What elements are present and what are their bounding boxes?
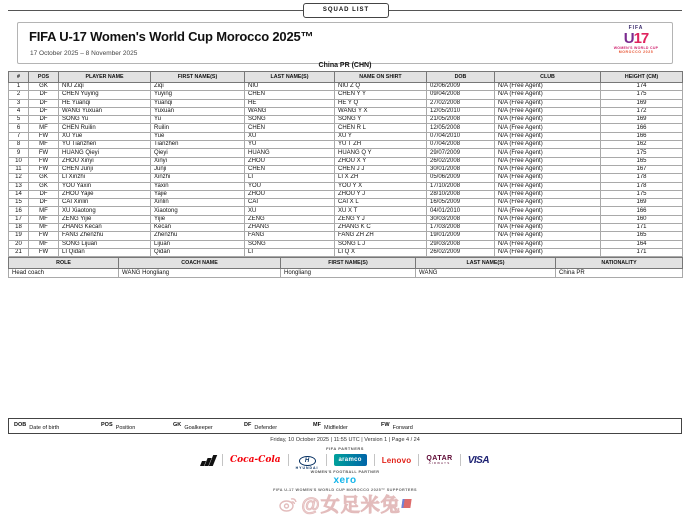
table-cell: 160	[601, 215, 683, 223]
legend-item-mf: MF Midfielder	[313, 422, 348, 431]
table-cell: N/A (Free Agent)	[495, 232, 601, 240]
legend-item-dob: DOB Date of birth	[14, 422, 60, 431]
table-cell: 164	[601, 240, 683, 248]
table-cell: CHEN R L	[335, 124, 427, 132]
table-cell: Tianzhen	[151, 141, 245, 149]
table-cell: Yijie	[151, 215, 245, 223]
table-cell: SONG Y	[335, 116, 427, 124]
table-cell: Xinzhi	[151, 174, 245, 182]
table-cell: 162	[601, 141, 683, 149]
table-cell: 175	[601, 149, 683, 157]
table-cell: HE Yuanqi	[59, 99, 151, 107]
table-cell: LI X ZH	[335, 174, 427, 182]
legend-item-gk: GK Goalkeeper	[173, 422, 213, 431]
table-cell: 17/03/2008	[427, 224, 495, 232]
table-cell: Head coach	[9, 269, 119, 278]
column-header: LAST NAME(S)	[416, 258, 556, 269]
table-cell: Ziqi	[151, 83, 245, 91]
column-header: PLAYER NAME	[59, 72, 151, 83]
table-cell: 1	[9, 83, 29, 91]
table-cell: 3	[9, 99, 29, 107]
table-row	[9, 91, 683, 99]
table-row	[9, 107, 683, 115]
table-cell: 169	[601, 116, 683, 124]
table-cell: 20	[9, 240, 29, 248]
table-cell: SONG	[245, 116, 335, 124]
table-row	[9, 132, 683, 140]
table-row	[9, 99, 683, 107]
table-cell: GK	[29, 83, 59, 91]
table-cell: 19	[9, 232, 29, 240]
table-cell: N/A (Free Agent)	[495, 116, 601, 124]
table-cell: FW	[29, 248, 59, 256]
table-row	[9, 124, 683, 132]
table-cell: ZHOU Y J	[335, 190, 427, 198]
table-row	[9, 149, 683, 157]
table-cell: FANG ZH ZH	[335, 232, 427, 240]
sponsor-divider	[222, 454, 223, 466]
table-cell: N/A (Free Agent)	[495, 190, 601, 198]
table-cell: N/A (Free Agent)	[495, 91, 601, 99]
table-cell: 18	[9, 224, 29, 232]
table-cell: FW	[29, 132, 59, 140]
table-cell: 169	[601, 199, 683, 207]
table-cell: CHEN Ruilin	[59, 124, 151, 132]
table-cell: DF	[29, 190, 59, 198]
table-cell: ZHOU X Y	[335, 157, 427, 165]
table-cell: WANG Y X	[335, 107, 427, 115]
watermark	[0, 490, 690, 517]
table-cell: N/A (Free Agent)	[495, 99, 601, 107]
table-cell: CHEN	[245, 91, 335, 99]
table-cell: 171	[601, 248, 683, 256]
table-cell: 166	[601, 132, 683, 140]
table-cell: MF	[29, 215, 59, 223]
column-header: FIRST NAME(S)	[151, 72, 245, 83]
table-cell: N/A (Free Agent)	[495, 224, 601, 232]
table-cell: 10	[9, 157, 29, 165]
table-cell: 4	[9, 107, 29, 115]
sponsor-divider	[418, 454, 419, 466]
table-cell: LI Qidan	[59, 248, 151, 256]
table-cell: WANG Yuxuan	[59, 107, 151, 115]
squad-table	[8, 71, 683, 257]
column-header: COACH NAME	[119, 258, 281, 269]
watermark-emblem	[401, 499, 411, 508]
table-cell: LI Xinzhi	[59, 174, 151, 182]
table-cell: N/A (Free Agent)	[495, 174, 601, 182]
table-cell: 172	[601, 107, 683, 115]
table-cell: Xinlin	[151, 199, 245, 207]
table-cell: 174	[601, 83, 683, 91]
table-row	[9, 165, 683, 173]
table-cell: 5	[9, 116, 29, 124]
table-cell: Hongliang	[281, 269, 416, 278]
logo-u17-text: U17	[623, 30, 649, 48]
table-row	[9, 83, 683, 91]
table-cell: 28/10/2008	[427, 190, 495, 198]
table-cell: N/A (Free Agent)	[495, 149, 601, 157]
table-cell: CHEN Yuying	[59, 91, 151, 99]
sponsor-divider	[460, 454, 461, 466]
table-cell: 09/04/2008	[427, 91, 495, 99]
table-row	[9, 207, 683, 215]
table-cell: CHEN J J	[335, 165, 427, 173]
table-row	[9, 232, 683, 240]
table-cell: FW	[29, 157, 59, 165]
table-cell: 14	[9, 190, 29, 198]
table-cell: 07/04/2008	[427, 141, 495, 149]
table-cell: ZHOU	[245, 157, 335, 165]
table-cell: LI	[245, 248, 335, 256]
table-cell: Ruilin	[151, 124, 245, 132]
coca-cola-logo: Coca-Cola	[229, 455, 281, 465]
column-header: #	[9, 72, 29, 83]
table-row	[9, 224, 683, 232]
table-cell: 178	[601, 174, 683, 182]
fifa-u17-logo	[608, 26, 664, 54]
table-cell: N/A (Free Agent)	[495, 165, 601, 173]
table-cell: Yuxuan	[151, 107, 245, 115]
table-cell: 07/04/2010	[427, 132, 495, 140]
document-meta: Friday, 10 October 2025 | 11:55 UTC | Version 1 | Page 4 / 24	[270, 437, 420, 443]
legend-item-df: DF Defender	[244, 422, 278, 431]
table-cell: N/A (Free Agent)	[495, 107, 601, 115]
sponsor-divider	[374, 454, 375, 466]
table-cell: 26/02/2009	[427, 248, 495, 256]
table-cell: GK	[29, 182, 59, 190]
column-header: HEIGHT (CM)	[601, 72, 683, 83]
table-cell: 12/05/2010	[427, 107, 495, 115]
table-cell: N/A (Free Agent)	[495, 240, 601, 248]
coach-table	[8, 257, 683, 278]
table-cell: YOU Yaxin	[59, 182, 151, 190]
sponsor-row	[0, 452, 690, 468]
table-cell: 12/05/2008	[427, 124, 495, 132]
abbreviation-legend	[8, 418, 682, 434]
xero-logo: xero	[333, 475, 357, 486]
table-cell: Qidan	[151, 248, 245, 256]
table-row	[9, 141, 683, 149]
table-cell: 165	[601, 157, 683, 165]
table-cell: HE Y Q	[335, 99, 427, 107]
table-cell: FW	[29, 149, 59, 157]
table-cell: HUANG Q Y	[335, 149, 427, 157]
squad-list-tab: SQUAD LIST	[303, 3, 389, 18]
table-cell: 12	[9, 174, 29, 182]
table-cell: HE	[245, 99, 335, 107]
table-row	[9, 269, 683, 278]
table-cell: 17/10/2008	[427, 182, 495, 190]
sponsor-divider	[288, 454, 289, 466]
table-row	[9, 116, 683, 124]
column-header: CLUB	[495, 72, 601, 83]
adidas-logo	[201, 454, 215, 466]
table-cell: MF	[29, 141, 59, 149]
table-cell: N/A (Free Agent)	[495, 83, 601, 91]
table-cell: ZHANG	[245, 224, 335, 232]
table-cell: Junji	[151, 165, 245, 173]
table-row	[9, 199, 683, 207]
table-row	[9, 248, 683, 256]
table-cell: CHEN Y Y	[335, 91, 427, 99]
table-cell: 21/05/2008	[427, 116, 495, 124]
fifa-partners-label: FIFA PARTNERS	[326, 446, 364, 451]
table-cell: CAI X L	[335, 199, 427, 207]
table-cell: 29/03/2008	[427, 240, 495, 248]
table-cell: DF	[29, 107, 59, 115]
sponsor-divider	[326, 454, 327, 466]
table-cell: FW	[29, 165, 59, 173]
table-cell: N/A (Free Agent)	[495, 182, 601, 190]
table-cell: 15	[9, 199, 29, 207]
table-cell: 29/07/2009	[427, 149, 495, 157]
table-cell: N/A (Free Agent)	[495, 215, 601, 223]
table-cell: NIU	[245, 83, 335, 91]
page-title: FIFA U-17 Women's World Cup Morocco 2025™	[29, 29, 314, 44]
table-row	[9, 215, 683, 223]
table-cell: Yuying	[151, 91, 245, 99]
legend-item-pos: POS Position	[101, 422, 136, 431]
table-cell: MF	[29, 124, 59, 132]
column-header: FIRST NAME(S)	[281, 258, 416, 269]
table-cell: NIU Z Q	[335, 83, 427, 91]
table-cell: Xiaotong	[151, 207, 245, 215]
table-cell: MF	[29, 207, 59, 215]
table-cell: 05/06/2009	[427, 174, 495, 182]
table-cell: 175	[601, 91, 683, 99]
table-cell: CHEN Junji	[59, 165, 151, 173]
table-cell: Yue	[151, 132, 245, 140]
table-cell: CAI	[245, 199, 335, 207]
table-cell: ZHOU Yajie	[59, 190, 151, 198]
table-cell: 169	[601, 99, 683, 107]
table-cell: 13	[9, 182, 29, 190]
column-header: NAME ON SHIRT	[335, 72, 427, 83]
table-cell: YU	[245, 141, 335, 149]
table-cell: 165	[601, 232, 683, 240]
table-cell: SONG Yu	[59, 116, 151, 124]
table-cell: 175	[601, 190, 683, 198]
table-cell: YU T ZH	[335, 141, 427, 149]
table-cell: HUANG	[245, 149, 335, 157]
table-cell: DF	[29, 199, 59, 207]
table-cell: 11	[9, 165, 29, 173]
table-cell: N/A (Free Agent)	[495, 132, 601, 140]
table-cell: 6	[9, 124, 29, 132]
column-header: ROLE	[9, 258, 119, 269]
logo-line1: WOMEN'S WORLD CUP	[613, 46, 659, 50]
weibo-icon	[278, 495, 298, 513]
table-cell: 02/06/2009	[427, 83, 495, 91]
table-cell: FW	[29, 232, 59, 240]
lenovo-logo: Lenovo	[381, 455, 412, 465]
table-cell: Qieyi	[151, 149, 245, 157]
table-cell: Zhenzhu	[151, 232, 245, 240]
team-title: China PR (CHN)	[318, 62, 372, 69]
table-cell: 2	[9, 91, 29, 99]
table-cell: Kecan	[151, 224, 245, 232]
table-cell: 30/03/2008	[427, 215, 495, 223]
table-cell: 30/01/2008	[427, 165, 495, 173]
table-cell: DF	[29, 91, 59, 99]
table-cell: 171	[601, 224, 683, 232]
column-header: DOB	[427, 72, 495, 83]
column-header: POS	[29, 72, 59, 83]
supporters-label: FIFA U-17 WOMEN'S WORLD CUP MOROCCO 2025™ SUPPORTERS	[273, 488, 417, 492]
table-cell: ZENG Yijie	[59, 215, 151, 223]
table-row	[9, 190, 683, 198]
table-cell: CHEN	[245, 165, 335, 173]
table-cell: 27/02/2008	[427, 99, 495, 107]
table-cell: CHEN	[245, 124, 335, 132]
legend-item-fw: FW Forward	[381, 422, 413, 431]
table-cell: 16/05/2009	[427, 199, 495, 207]
table-cell: ZENG Y J	[335, 215, 427, 223]
table-cell: SONG L J	[335, 240, 427, 248]
table-cell: YOU	[245, 182, 335, 190]
table-cell: ZHANG K C	[335, 224, 427, 232]
table-cell: HUANG Qieyi	[59, 149, 151, 157]
logo-line2: MOROCCO 2025	[618, 49, 654, 54]
column-header: NATIONALITY	[556, 258, 683, 269]
table-cell: Yuanqi	[151, 99, 245, 107]
table-cell: 26/02/2008	[427, 157, 495, 165]
table-cell: N/A (Free Agent)	[495, 207, 601, 215]
table-cell: N/A (Free Agent)	[495, 199, 601, 207]
table-cell: N/A (Free Agent)	[495, 124, 601, 132]
table-cell: Yajie	[151, 190, 245, 198]
table-cell: ZHANG Kecan	[59, 224, 151, 232]
hyundai-logo: H HYUNDAI	[295, 457, 319, 470]
table-cell: ZHOU Xinyi	[59, 157, 151, 165]
table-cell: SONG	[245, 240, 335, 248]
table-cell: 17	[9, 215, 29, 223]
table-cell: 04/01/2010	[427, 207, 495, 215]
table-cell: LI	[245, 174, 335, 182]
table-cell: ZENG	[245, 215, 335, 223]
table-cell: N/A (Free Agent)	[495, 248, 601, 256]
table-cell: XU	[245, 132, 335, 140]
table-cell: DF	[29, 99, 59, 107]
table-cell: YOU Y X	[335, 182, 427, 190]
table-cell: XU Yue	[59, 132, 151, 140]
table-cell: FANG	[245, 232, 335, 240]
aramco-logo: aramco	[334, 454, 367, 466]
table-cell: XU X T	[335, 207, 427, 215]
table-cell: 166	[601, 124, 683, 132]
table-cell: DF	[29, 116, 59, 124]
table-cell: SONG Lijuan	[59, 240, 151, 248]
table-cell: XU Xiaotong	[59, 207, 151, 215]
table-cell: ZHOU	[245, 190, 335, 198]
table-cell: N/A (Free Agent)	[495, 157, 601, 165]
table-cell: China PR	[556, 269, 683, 278]
table-cell: N/A (Free Agent)	[495, 141, 601, 149]
table-cell: CAI Xinlin	[59, 199, 151, 207]
table-cell: Yaxin	[151, 182, 245, 190]
table-cell: 7	[9, 132, 29, 140]
table-cell: NIU Ziqi	[59, 83, 151, 91]
watermark-text: @女足米兔	[301, 495, 401, 516]
table-cell: LI Q X	[335, 248, 427, 256]
table-cell: 166	[601, 207, 683, 215]
table-cell: FANG Zhenzhu	[59, 232, 151, 240]
table-cell: MF	[29, 224, 59, 232]
document-header	[17, 22, 673, 64]
table-row	[9, 157, 683, 165]
table-row	[9, 182, 683, 190]
column-header: LAST NAME(S)	[245, 72, 335, 83]
table-cell: 167	[601, 165, 683, 173]
table-cell: 21	[9, 248, 29, 256]
table-cell: Lijuan	[151, 240, 245, 248]
table-row	[9, 240, 683, 248]
table-cell: 178	[601, 182, 683, 190]
table-cell: MF	[29, 240, 59, 248]
table-cell: Xinyi	[151, 157, 245, 165]
table-cell: YU Tianzhen	[59, 141, 151, 149]
table-cell: 19/01/2009	[427, 232, 495, 240]
table-cell: WANG Hongliang	[119, 269, 281, 278]
table-cell: 9	[9, 149, 29, 157]
table-cell: XU	[245, 207, 335, 215]
tournament-dates: 17 October 2025 – 8 November 2025	[30, 50, 138, 57]
table-cell: WANG	[245, 107, 335, 115]
table-cell: 16	[9, 207, 29, 215]
womens-football-partner-label: WOMEN'S FOOTBALL PARTNER	[310, 470, 380, 474]
qatar-airways-logo: QATAR AIRWAYS	[426, 455, 453, 465]
visa-logo: VISA	[467, 454, 490, 466]
table-cell: WANG	[416, 269, 556, 278]
table-cell: 8	[9, 141, 29, 149]
table-row	[9, 174, 683, 182]
table-cell: Yu	[151, 116, 245, 124]
logo-fifa-text: FIFA	[628, 25, 644, 31]
table-cell: XU Y	[335, 132, 427, 140]
table-cell: GK	[29, 174, 59, 182]
